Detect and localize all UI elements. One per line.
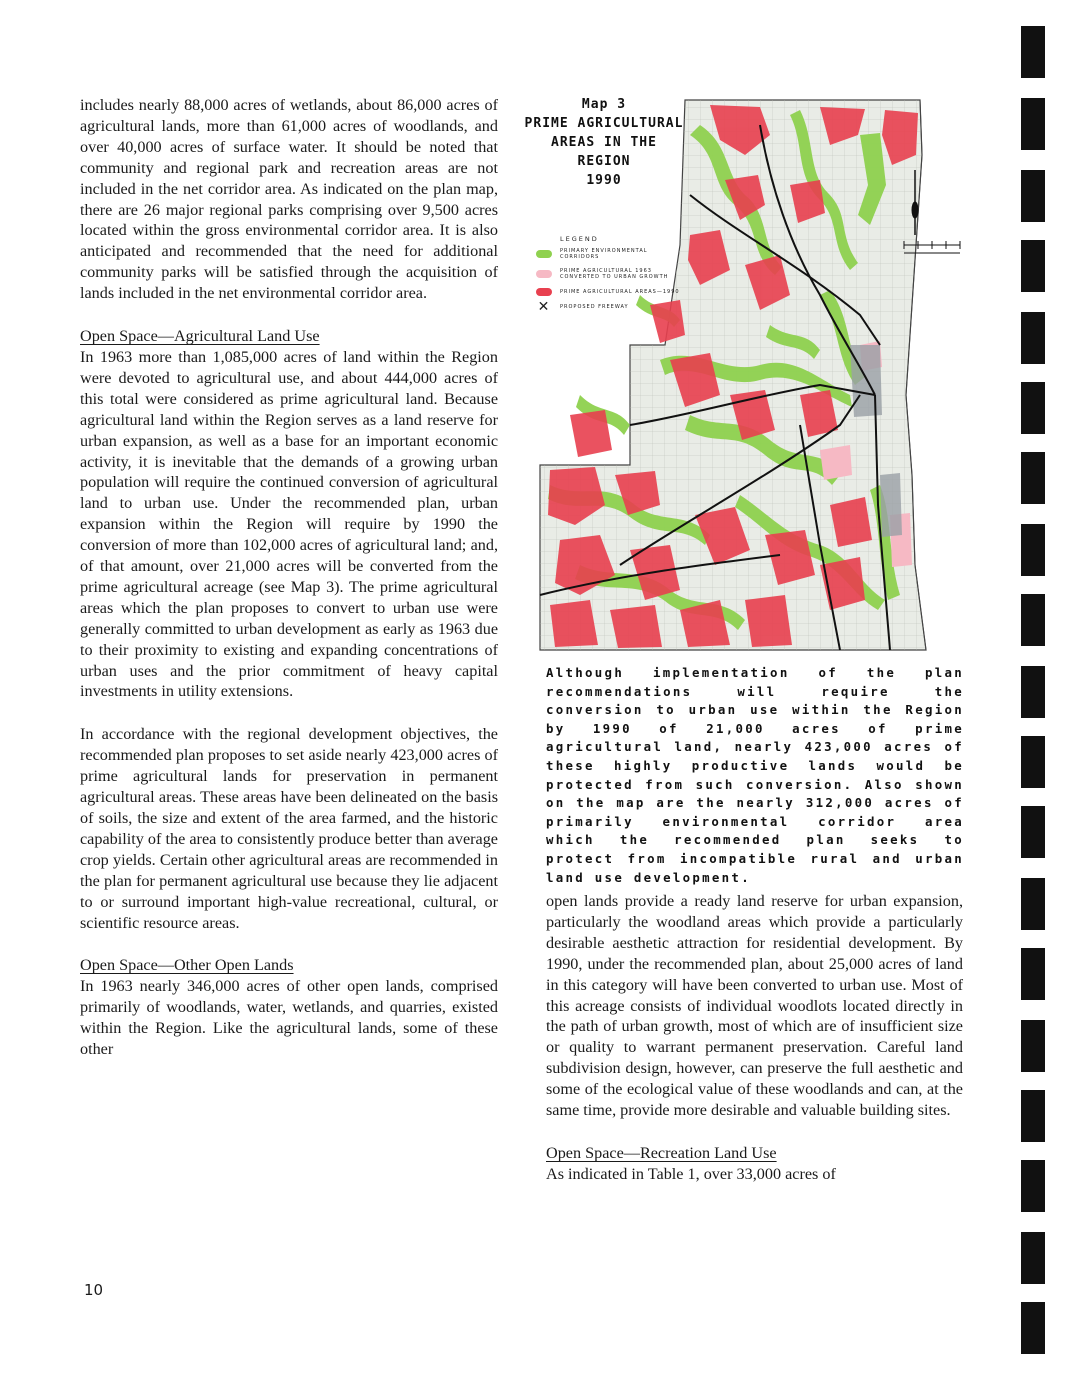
heading-other-open-lands: Open Space—Other Open Lands	[80, 956, 294, 975]
legend-swatch-pink	[536, 270, 552, 278]
legend-item-corridors	[536, 248, 686, 260]
paragraph-agricultural-1963: In 1963 more than 1,085,000 acres of land within the Region were devoted to agricultural use, and about 444,000 acres of this total were considered as prime agricultural land. Because agricultural land within the Region serves as a land reserve for urban expansion, as well as a base for an important economic activity, it is inevitable that the demands of a growing urban population will require the continued conversion of agricultural land to urban use. Under the recommended plan, urban expansion within the Region will require by 1990 the conversion of more than 102,000 acres of agricultural land; and, of that amount, over 21,000 acres will be converted from the prime agricultural acreage (see Map 3). The prime agricultural areas which the plan proposes to convert to urban use were generally committed to urban development as early as 1963 due to their proximity to existing and expanding concentrations of urban uses and the prior commitment of heavy capital investments in utility extensions.	[80, 347, 498, 701]
legend-label: PROPOSED FREEWAY	[560, 304, 629, 310]
paragraph-net-corridor: includes nearly 88,000 acres of wetlands, about 86,000 acres of agricultural lands, more than 61,000 acres of woodlands, and over 40,000 acres of surface water. It should be noted that community and regional park and recreation areas are not included in the net corridor area. As indicated on the plan map, there are 26 major regional parks comprising over 9,500 acres located within the gross environmental corridor area. It is also anticipated and recommended that the need for additional community parks will be satisfied through the acquisition of lands included in the net environmental corridor area.	[80, 96, 498, 303]
legend-label: PRIMARY ENVIRONMENTAL CORRIDORS	[560, 248, 648, 260]
binding-mark	[1021, 382, 1045, 434]
legend-swatch-red	[536, 288, 552, 296]
paragraph-agricultural-preservation: In accordance with the regional development objectives, the recommended plan proposes to set aside nearly 423,000 acres of prime agricultural lands for preservation in permanent agricultural areas. These areas have been delineated on the basis of soils, the size and extent of the area farmed, and the historic capability of the area to consistently produce better than average crop yields. Certain other agricultural areas are recommended in the plan for permanent agricultural use because they lie adjacent to or surround important high-value recreational, cultural, or scientific resource areas.	[80, 725, 498, 932]
paragraph-recreation: As indicated in Table 1, over 33,000 acres of	[546, 1164, 836, 1183]
binding-mark	[1021, 666, 1045, 718]
binding-mark	[1021, 1232, 1045, 1284]
binding-mark	[1021, 806, 1045, 858]
binding-mark	[1021, 26, 1045, 78]
binding-mark	[1021, 1302, 1045, 1354]
binding-mark	[1021, 948, 1045, 1000]
binding-mark	[1021, 736, 1045, 788]
heading-recreation-land-use: Open Space—Recreation Land Use	[546, 1143, 777, 1162]
binding-mark	[1021, 98, 1045, 150]
binding-mark	[1021, 878, 1045, 930]
paragraph-gap	[80, 702, 498, 724]
map-title	[520, 95, 688, 190]
legend-label: PRIME AGRICULTURAL AREAS—1990	[560, 289, 680, 295]
legend-label: PRIME AGRICULTURAL 1963 CONVERTED TO URBAN GROWTH	[560, 268, 669, 280]
paragraph-gap	[80, 304, 498, 326]
paragraph-gap	[80, 933, 498, 955]
page-number: 10	[84, 1281, 104, 1299]
paragraph-other-open-lands: In 1963 nearly 346,000 acres of other open lands, comprised primarily of woodlands, water, wetlands, and quarries, existed within the Region. Like the agricultural lands, some of these other	[80, 977, 498, 1059]
paragraph-gap	[546, 1121, 963, 1143]
binding-mark	[1021, 594, 1045, 646]
map-title-line: AREAS IN THE	[551, 135, 657, 150]
map-number: Map 3	[581, 97, 627, 112]
binding-mark	[1021, 1090, 1045, 1142]
freeway-x-icon: ✕	[537, 299, 551, 315]
map-legend	[536, 235, 686, 318]
legend-swatch-green	[536, 250, 552, 258]
legend-title: LEGEND	[560, 235, 599, 243]
left-text-column	[80, 95, 498, 1060]
binding-mark	[1021, 240, 1045, 292]
binding-mark	[1021, 1020, 1045, 1072]
binding-marks	[1021, 20, 1047, 1370]
binding-mark	[1021, 170, 1045, 222]
legend-item-converted	[536, 268, 686, 280]
legend-item-prime	[536, 288, 686, 296]
paragraph-open-lands-reserve: open lands provide a ready land reserve for urban expansion, particularly the woodland areas which provide a particularly desirable aesthetic attraction for residential development. By 1990, under the recommended plan, about 25,000 acres of land in this category will have been converted to urban use. Most of this acreage consists of individual woodlots located directly in the path of urban growth, most of which are of insufficient size or quality to warrant permanent preservation. Careful land subdivision design, however, can preserve the full aesthetic and some of the ecological value of these woodlands and can, at the same time, provide more desirable and valuable building sites.	[546, 892, 963, 1120]
map-title-line: PRIME AGRICULTURAL	[524, 116, 684, 131]
map-title-line: REGION	[577, 154, 631, 169]
binding-mark	[1021, 452, 1045, 504]
legend-item-freeway	[536, 299, 686, 315]
binding-mark	[1021, 312, 1045, 364]
binding-mark	[1021, 524, 1045, 576]
map-caption: Although implementation of the plan recommendations will require the conversion to urban use within the Region by 1990 of 21,000 acres of prime agricultural land, nearly 423,000 acres of these highly productive lands would be protected from such conversion. Also shown on the map are the nearly 312,000 acres of primarily environmental corridor area which the recommended plan seeks to protect from incompatible rural and urban land use development.	[546, 665, 964, 885]
map-year: 1990	[586, 173, 622, 188]
right-text-column	[546, 891, 963, 1185]
map-3-figure	[520, 95, 965, 655]
heading-agricultural-land-use: Open Space—Agricultural Land Use	[80, 327, 320, 346]
binding-mark	[1021, 1160, 1045, 1212]
